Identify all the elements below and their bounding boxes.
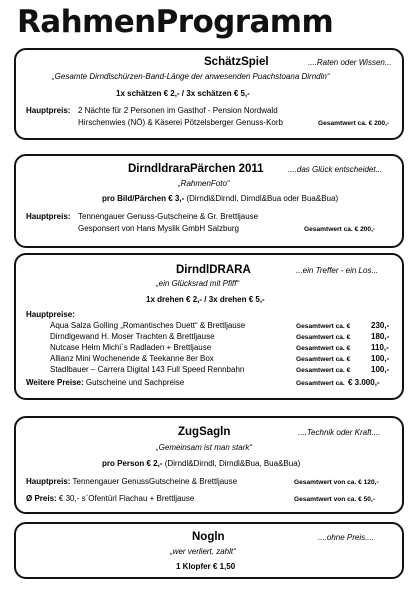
prize-row [26, 477, 237, 487]
section-tagline: ....Technik oder Kraft.... [298, 428, 381, 437]
prize-amount: 110,- [371, 343, 389, 352]
section-heading: DirndlDRARA [176, 264, 251, 276]
total-value: Gesamtwert ca. € 200,- [318, 120, 390, 127]
prize-amount: 100,- [371, 365, 390, 374]
total-value: Gesamtwert ca. € 200,- [304, 226, 376, 233]
prize-item: Aqua Salza Golling „Romantisches Duett“ & Brettljause [50, 321, 246, 330]
prize-item: Nutcase Helm Michi`s Radladen + Brettljause [50, 343, 212, 352]
prize-line-2: Hirschenwies (NÖ) & Käserei Pötzelsberger Genuss-Korb [78, 118, 283, 127]
prize-item: Dirndlgewand H. Moser Trachten & Brettljause [50, 332, 215, 341]
more-prizes-text: Gutscheine und Sachpreise [85, 378, 185, 387]
section-dirndldrara-paerchen [14, 154, 404, 248]
more-prizes [26, 378, 184, 388]
section-tagline: ...ein Treffer - ein Los... [296, 266, 379, 275]
section-schaetzspiel [14, 48, 404, 140]
section-subtitle: „Gesamte Dirndlschürzen-Band-Länge der anwesenden Puachstoana Dirndln“ [52, 72, 330, 81]
section-subtitle: „ein Glücksrad mit Pfiff“ [156, 279, 240, 288]
prize-amount: 100,- [371, 354, 390, 363]
price-info: 1 Klopfer € 1,50 [176, 562, 236, 571]
avg-prize-text: € 30,- s`Ofentürl Flachau + Brettljause [58, 494, 195, 503]
section-heading: SchätzSpiel [204, 56, 269, 68]
section-heading: ZugSagln [178, 426, 231, 438]
price-info [102, 194, 338, 204]
prize-total-label: Gesamtwert ca. € [296, 323, 351, 330]
prize-label: Hauptpreis: [26, 212, 71, 221]
prize-line-1: Tennengauer Genuss-Gutscheine & Gr. Brettljause [78, 212, 259, 221]
section-tagline: ....ohne Preis.... [318, 533, 375, 542]
price-info: 1x schätzen € 2,- / 3x schätzen € 5,- [116, 89, 250, 98]
prize-amount: 230,- [371, 321, 390, 330]
prize-total-label: Gesamtwert ca. € [296, 334, 351, 341]
section-dirndldrara [14, 253, 404, 400]
price-bold: pro Bild/Pärchen € 3,- [102, 194, 185, 203]
section-heading: DirndldraraPärchen 2011 [128, 163, 264, 175]
prize-label: Hauptpreis: [26, 106, 71, 115]
prize-text: Tennengauer GenussGutscheine & Brettljause [72, 477, 238, 486]
section-heading: Nogln [192, 531, 225, 543]
more-prizes-label: Weitere Preise: [26, 378, 84, 387]
section-nogln [14, 522, 404, 579]
prize-total-label: Gesamtwert ca. € [296, 367, 351, 374]
price-info: 1x drehen € 2,- / 3x drehen € 5,- [146, 295, 265, 304]
prize-total-label: Gesamtwert ca. € [296, 356, 351, 363]
prize-line-1: 2 Nächte für 2 Personen im Gasthof - Pension Nordwald [78, 106, 278, 115]
prizes-label: Hauptpreise: [26, 310, 75, 319]
prize-total-label: Gesamtwert ca. € [296, 345, 351, 352]
section-zugsagln [14, 416, 404, 514]
prize-amount: 180,- [371, 332, 390, 341]
section-tagline: ....Raten oder Wissen... [308, 58, 392, 67]
section-subtitle: „RahmenFoto“ [178, 179, 230, 188]
prize-label: Hauptpreis: [26, 477, 71, 486]
prize-item: Allianz Mini Wochenende & Teekanne 8er Box [50, 354, 214, 363]
price-rest: (Dirndl&Dirndl, Dirndl&Bua, Bua&Bua) [164, 459, 301, 468]
price-info [102, 459, 300, 469]
section-subtitle: „wer verliert, zahlt“ [170, 547, 236, 556]
price-rest: (Dirndl&Dirndl, Dirndl&Bua oder Bua&Bua) [186, 194, 339, 203]
prize-line-2: Gesponsert von Hans Myslik GmbH Salzburg [78, 224, 239, 233]
section-tagline: ....das Glück entscheidet... [288, 165, 383, 174]
page-title: RahmenProgramm [17, 4, 334, 40]
more-total-amount: € 3.000,- [348, 378, 380, 387]
avg-prize-total: Gesamtwert von ca. € 50,- [294, 496, 375, 503]
prize-total: Gesamtwert von ca. € 120,- [294, 479, 379, 486]
more-total-label: Gesamtwert ca. [296, 380, 345, 387]
avg-prize-row [26, 494, 194, 504]
prize-item: Stadlbauer – Carrera Digital 143 Full Speed Rennbahn [50, 365, 245, 374]
section-subtitle: „Gemeinsam ist man stark“ [156, 443, 253, 452]
price-bold: pro Person € 2,- [102, 459, 163, 468]
avg-prize-label: Ø Preis: [26, 494, 57, 503]
